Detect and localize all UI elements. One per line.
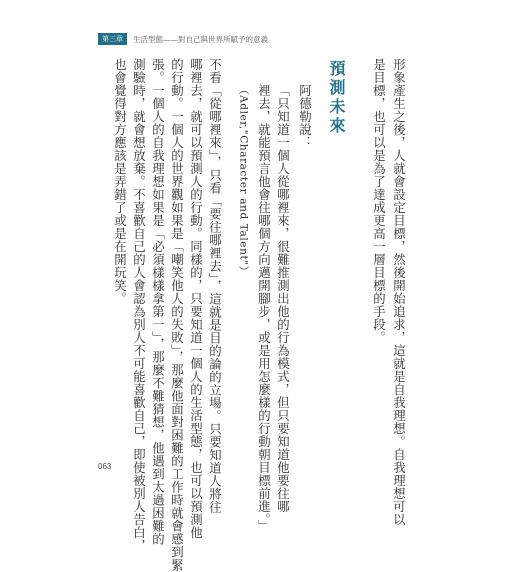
text-column-11: 測驗時，就會想放棄。不喜歡自己的人會認為別人不可能喜歡自己，即使被別人告白， [131, 58, 147, 552]
quote-line-1: 「只知道一個人從哪裡來，很難推測出他的行為模式，但只要知道他要往哪 [275, 84, 291, 513]
text-column-1: 形象產生之後，人就會設定目標，然後開始追求，這就是自我理想。自我理想可以 [391, 58, 407, 526]
section-heading: 預測未來 [327, 60, 346, 136]
quote-line-2: 裡去，就能預言他會往哪個方向邁開腳步，或是用怎麼樣的行動朝目標前進。」 [256, 84, 272, 533]
page-number: 063 [98, 462, 112, 471]
text-column-12: 也會覺得對方應該是弄錯了或是在開玩笑。 [112, 58, 128, 305]
text-column-7: 不看「從哪裡來」，只看「要往哪裡去」，這就是目的論的立場。只要知道人將往 [207, 58, 223, 514]
running-header [98, 33, 268, 45]
text-column-8: 哪裡去，就可以預測人的行動。同樣的，只要知道一個人的生活型態，也可以預測他 [188, 58, 204, 539]
text-column-3: 阿德勒說： [297, 84, 313, 149]
text-column-2: 是目標，也可以是為了達成更高一層目標的手段。 [371, 58, 387, 344]
chapter-badge: 第三章 [98, 33, 127, 45]
quote-citation: （Adler,"Character and Talent"） [237, 84, 250, 277]
text-column-10: 張。一個人的自我理想如果是「必須樣樣拿第一」，那麼不難猜想，他遇到太過困難的 [150, 58, 166, 546]
text-column-9: 的行動。一個人的世界觀如果是「嘲笑他人的失敗」，那麼他面對困難的工作時就會感到緊 [169, 58, 185, 572]
running-title: 生活型態——對自己與世界所賦予的意義 [133, 34, 268, 44]
